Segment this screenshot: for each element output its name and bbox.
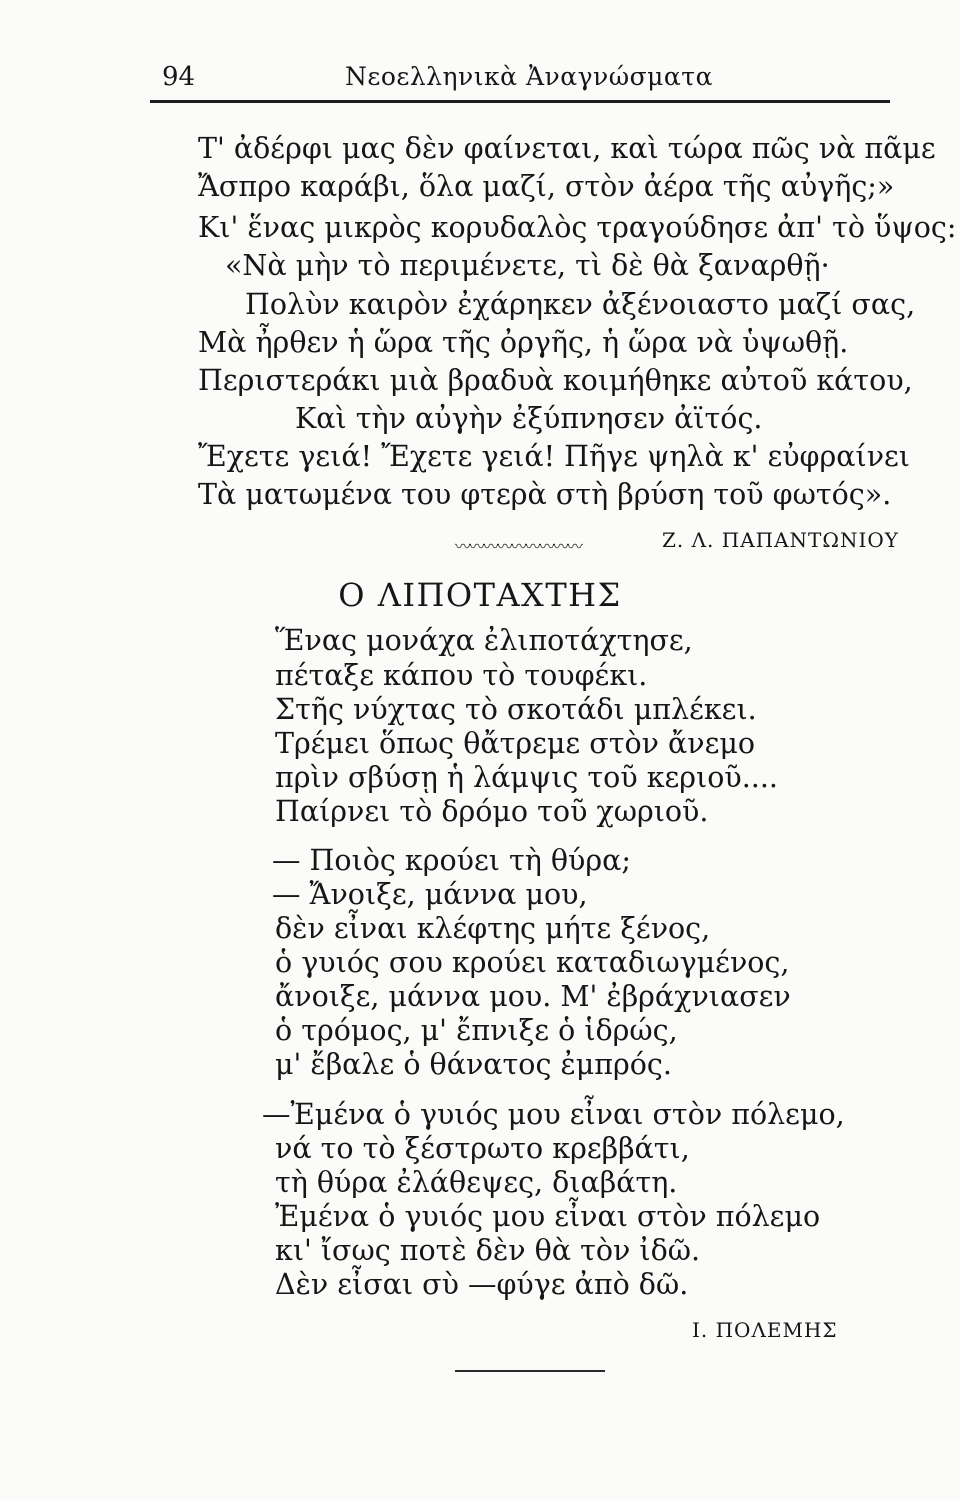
poem-1-line: Μὰ ἦρθεν ἡ ὥρα τῆς ὀργῆς, ἡ ὥρα νὰ ὑψωθῇ. — [198, 326, 849, 359]
poem-2-line: Ἕνας μονάχα ἐλιποτάχτησε, — [275, 624, 693, 657]
poem-1-line: Τ' ἀδέρφι μας δὲν φαίνεται, καὶ τώρα πῶς νὰ πᾶμε — [198, 132, 936, 165]
end-rule — [455, 1370, 605, 1372]
poem-2-line: ὁ τρόμος, μ' ἔπνιξε ὁ ἱδρώς, — [275, 1014, 678, 1047]
poem-1-line: Καὶ τὴν αὐγὴν ἐξύπνησεν ἀϊτός. — [295, 402, 763, 435]
poem-2-line: νά το τὸ ξέστρωτο κρεββάτι, — [275, 1132, 690, 1165]
poem-2-signature: Ι. ΠΟΛΕΜΗΣ — [692, 1318, 838, 1342]
poem-1-line: Τὰ ματωμένα του φτερὰ στὴ βρύση τοῦ φωτός». — [198, 478, 892, 511]
poem-2-line: Στῆς νύχτας τὸ σκοτάδι μπλέκει. — [275, 693, 757, 726]
page-number: 94 — [162, 62, 196, 92]
poem-2-line: Δὲν εἶσαι σὺ —φύγε ἀπὸ δῶ. — [275, 1268, 689, 1301]
poem-2-line: τὴ θύρα ἐλάθεψες, διαβάτη. — [275, 1166, 678, 1199]
poem-2-line: Παίρνει τὸ δρόμο τοῦ χωριοῦ. — [275, 795, 709, 828]
poem-2-line: ὁ γυιός σου κρούει καταδιωγμένος, — [275, 946, 790, 979]
poem-1-line: Ἔχετε γειά! Ἔχετε γειά! Πῆγε ψηλὰ κ' εὐφραίνει — [198, 440, 910, 473]
poem-2-line: — Ποιὸς κρούει τὴ θύρα; — [272, 844, 631, 877]
poem-2-line: κι' ἴσως ποτὲ δὲν θὰ τὸν ἰδῶ. — [275, 1234, 701, 1267]
running-head — [150, 58, 890, 98]
poem-2-line: μ' ἔβαλε ὁ θάνατος ἐμπρός. — [275, 1048, 672, 1081]
poem-2-line: δὲν εἶναι κλέφτης μήτε ξένος, — [275, 912, 711, 945]
header-rule — [150, 100, 890, 103]
ornament-divider: 〰〰〰〰〰〰〰〰〰 — [455, 537, 582, 556]
poem-1-line: Πολὺν καιρὸν ἐχάρηκεν ἀξένοιαστο μαζί σας, — [245, 288, 916, 321]
poem-1-signature: Ζ. Λ. ΠΑΠΑΝΤΩΝΙΟΥ — [662, 528, 899, 552]
running-title: Νεοελληνικὰ Ἀναγνώσματα — [345, 62, 714, 91]
poem-title: Ο ΛΙΠΟΤΑΧΤΗΣ — [338, 576, 622, 614]
poem-2-line: Ἐμένα ὁ γυιός μου εἶναι στὸν πόλεμο — [275, 1200, 821, 1233]
poem-2-line: — Ἄνοιξε, μάννα μου, — [272, 878, 588, 911]
poem-1-line: Περιστεράκι μιὰ βραδυὰ κοιμήθηκε αὐτοῦ κάτου, — [198, 364, 913, 397]
poem-2-line: Τρέμει ὅπως θἄτρεμε στὸν ἄνεμο — [275, 727, 756, 760]
poem-1-line: Κι' ἕνας μικρὸς κορυδαλὸς τραγούδησε ἀπ' τὸ ὕψος: — [198, 211, 957, 244]
poem-2-line: ἄνοιξε, μάννα μου. Μ' ἐβράχνιασεν — [275, 980, 791, 1013]
poem-2-line: πρὶν σβύσῃ ἡ λάμψις τοῦ κεριοῦ.... — [275, 761, 778, 794]
poem-2-line: πέταξε κάπου τὸ τουφέκι. — [275, 659, 648, 692]
poem-2-line: —Ἐμένα ὁ γυιός μου εἶναι στὸν πόλεμο, — [262, 1098, 845, 1131]
poem-1-line: Ἄσπρο καράβι, ὅλα μαζί, στὸν ἀέρα τῆς αὐγῆς;» — [198, 170, 895, 203]
poem-1-line: «Νὰ μὴν τὸ περιμένετε, τὶ δὲ θὰ ξαναρθῇ· — [225, 249, 830, 282]
